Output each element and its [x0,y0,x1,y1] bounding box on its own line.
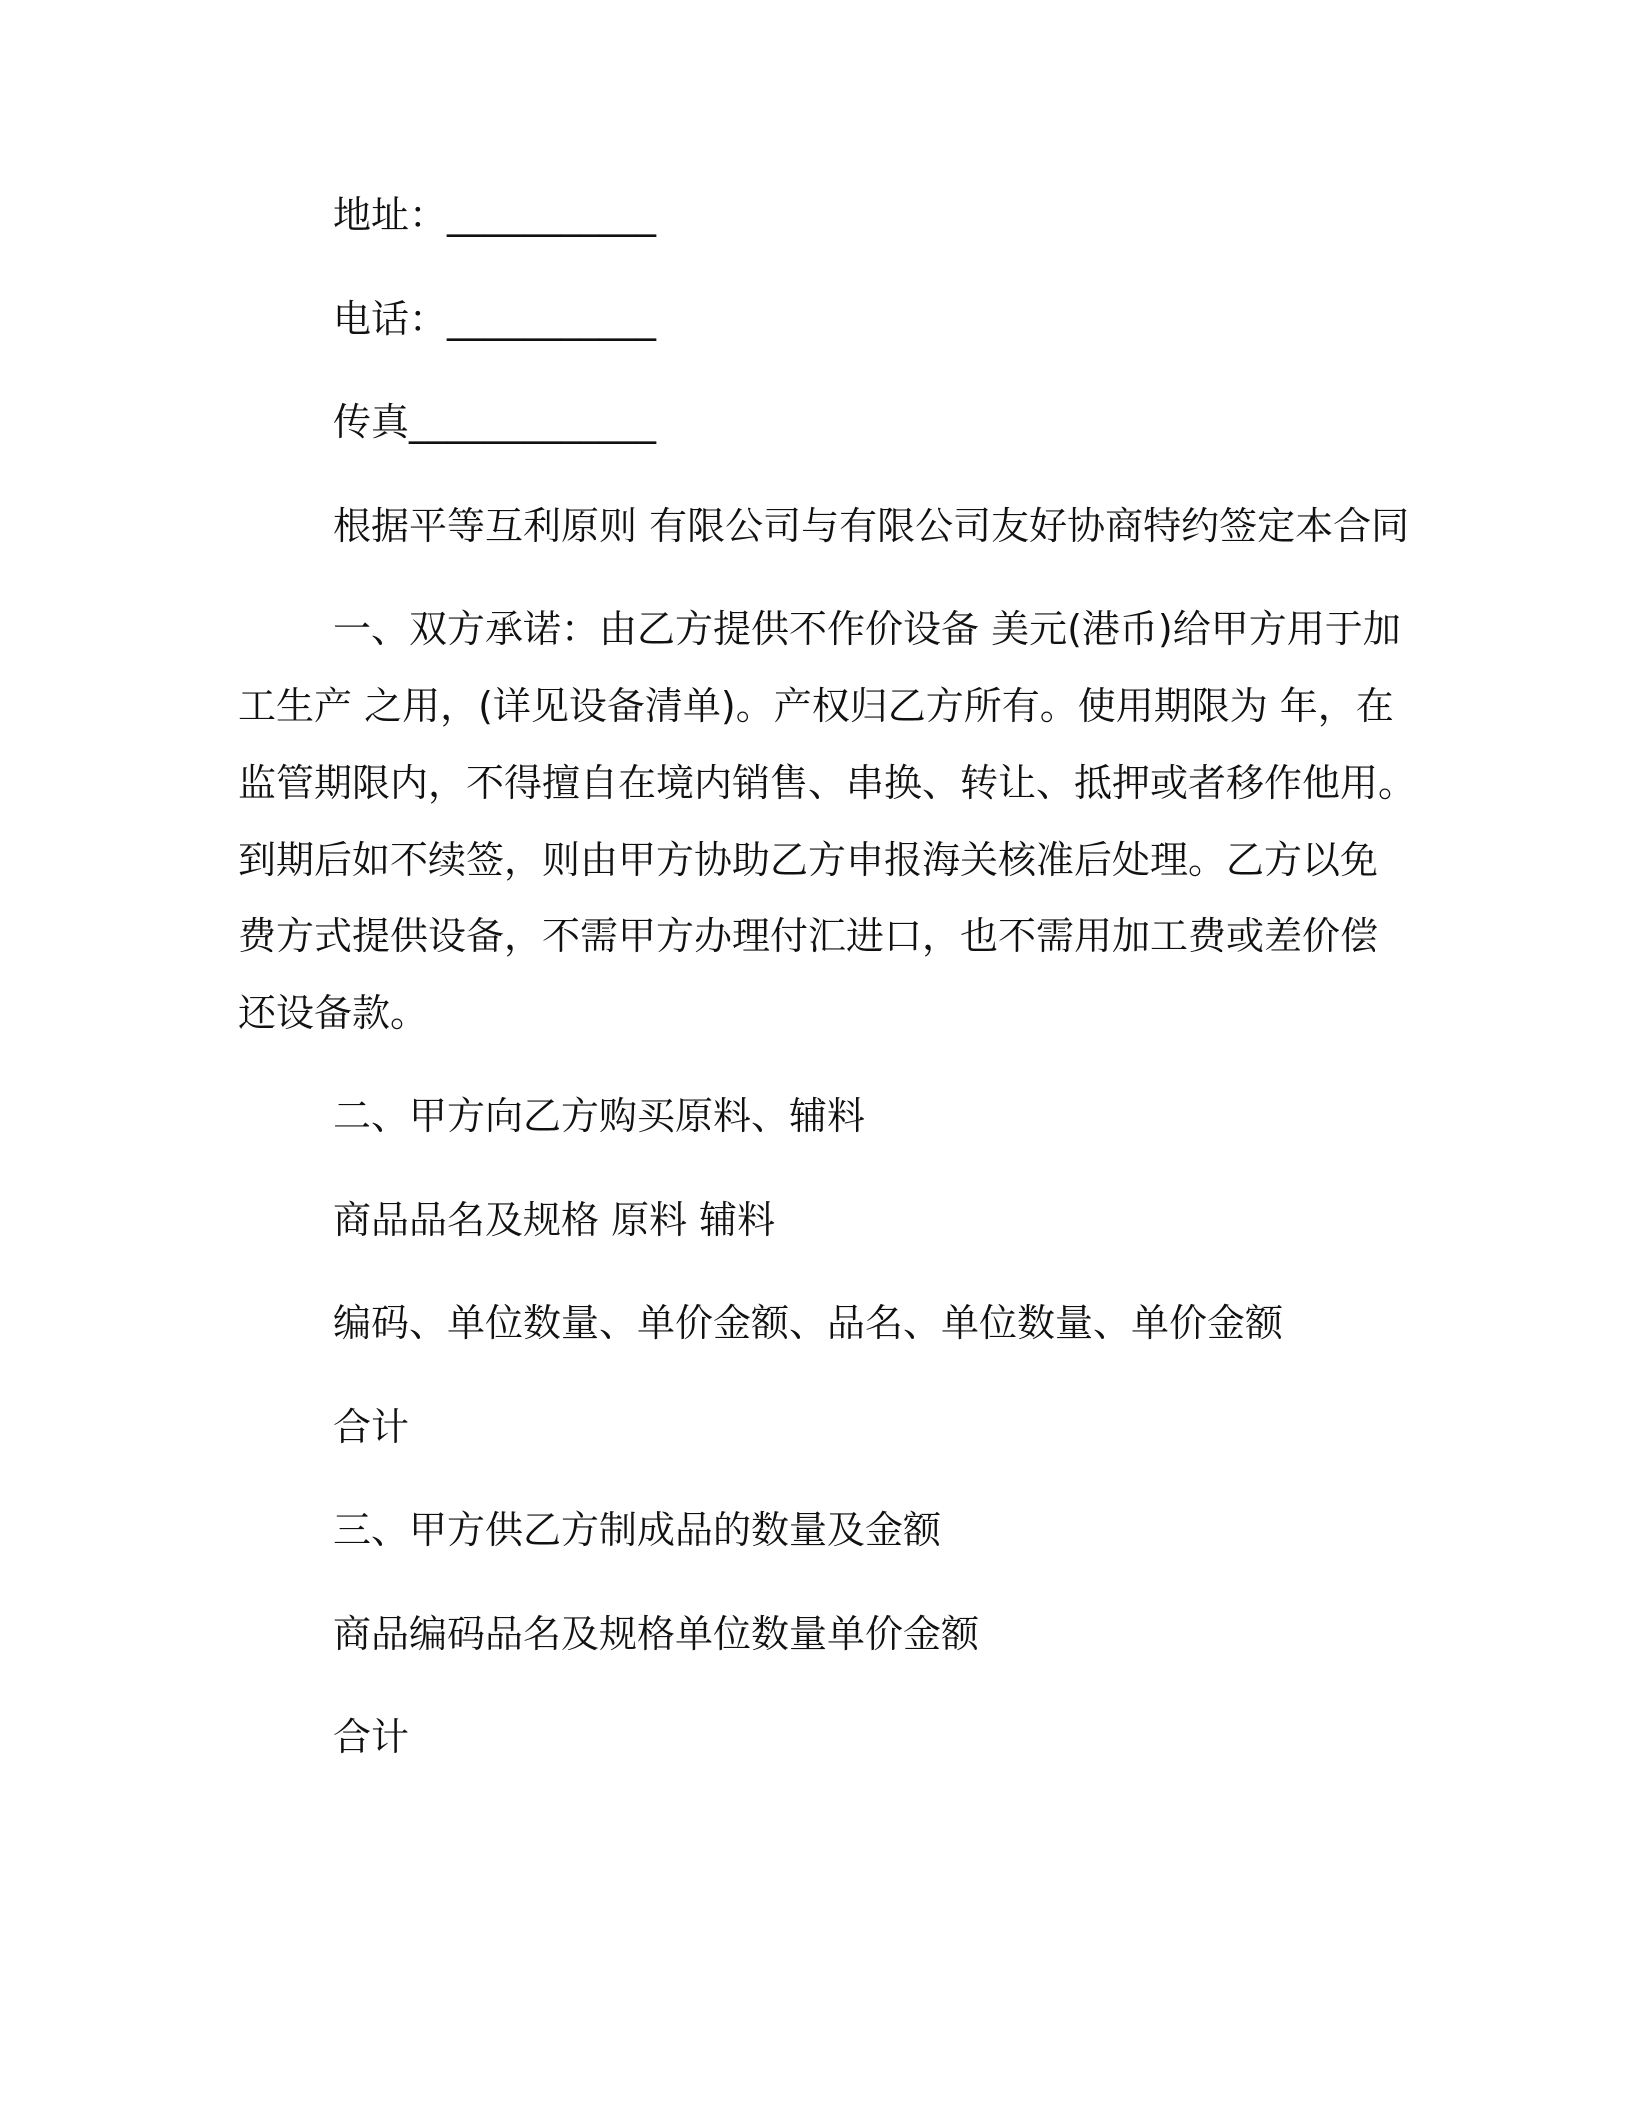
clause3-row-1: 商品编码品名及规格单位数量单价金额 [333,1612,980,1656]
clause1-line-4: 到期后如不续签，则由甲方协助乙方申报海关核准后处理。乙方以免 [238,838,1379,882]
clause3-heading: 三、甲方供乙方制成品的数量及金额 [333,1508,942,1552]
phone-label: 电话： [333,297,448,341]
fax-label: 传真 [333,400,410,444]
address-blank: ___________ [447,193,657,237]
clause3-total: 合计 [333,1715,410,1759]
clause1-line-3: 监管期限内，不得擅自在境内销售、串换、转让、抵押或者移作他用。 [238,761,1417,805]
address-line [333,193,657,237]
clause1-line-1: 一、双方承诺：由乙方提供不作价设备 美元(港币)给甲方用于加 [333,607,1401,651]
clause2-row-1: 商品品名及规格 原料 辅料 [333,1198,776,1242]
clause2-heading: 二、甲方向乙方购买原料、辅料 [333,1094,866,1138]
clause1-line-5: 费方式提供设备，不需甲方办理付汇进口，也不需用加工费或差价偿 [238,914,1379,958]
clause2-row-2: 编码、单位数量、单价金额、品名、单位数量、单价金额 [333,1301,1284,1345]
phone-line [333,297,657,341]
clause1-line-6: 还设备款。 [238,991,429,1035]
phone-blank: ___________ [447,297,657,341]
clause2-total: 合计 [333,1405,410,1449]
clause1-line-2: 工生产 之用，(详见设备清单)。产权归乙方所有。使用期限为 年，在 [238,684,1394,728]
fax-line [333,400,657,444]
intro-paragraph: 根据平等互利原则 有限公司与有限公司友好协商特约签定本合同 [333,504,1410,548]
fax-blank: _____________ [409,400,657,444]
address-label: 地址： [333,193,448,237]
